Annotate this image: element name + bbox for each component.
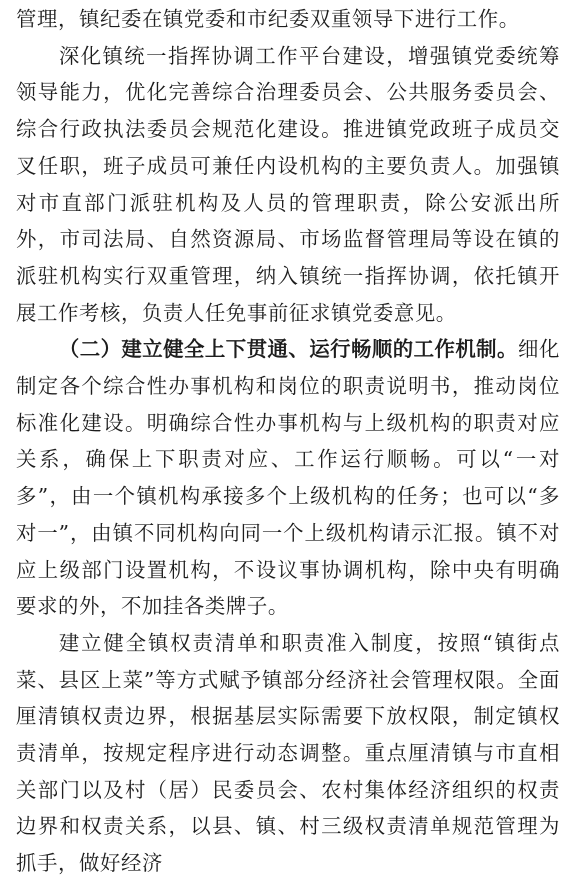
paragraph-work-mechanism: [16, 331, 560, 625]
paragraph-continuation: 管理，镇纪委在镇党委和市纪委双重领导下进行工作。: [16, 7, 520, 31]
section-heading: （二）建立健全上下贯通、运行畅顺的工作机制。: [58, 337, 518, 362]
section-body: 细化制定各个综合性办事机构和岗位的职责说明书，推动岗位标准化建设。明确综合性办事机构与上级机构的职责对应关系，确保上下职责对应、工作运行顺畅。可以“一对多”，由一个镇机构承接多个上级机构的任务；也可以“多对一”，由镇不同机构向同一个上级机构请示汇报。镇不对应上级部门设置机构，不设议事协调机构，除中央有明确要求的外，不加挂各类牌子。: [16, 337, 560, 619]
paragraph-platform-construction: 深化镇统一指挥协调工作平台建设，增强镇党委统筹领导能力，优化完善综合治理委员会、公共服务委员会、综合行政执法委员会规范化建设。推进镇党政班子成员交叉任职，班子成员可兼任内设机构的主要负责人。加强镇对市直部门派驻机构及人员的管理职责，除公安派出所外，市司法局、自然资源局、市场监督管理局等设在镇的派驻机构实行双重管理，纳入镇统一指挥协调，依托镇开展工作考核，负责人任免事前征求镇党委意见。: [16, 43, 560, 325]
paragraph-power-list: 建立健全镇权责清单和职责准入制度，按照“镇街点菜、县区上菜”等方式赋予镇部分经济社会管理权限。全面厘清镇权责边界，根据基层实际需要下放权限，制定镇权责清单，按规定程序进行动态调整。重点厘清镇与市直相关部门以及村（居）民委员会、农村集体经济组织的权责边界和权责关系，以县、镇、村三级权责清单规范管理为抓手，做好经济: [16, 630, 560, 876]
